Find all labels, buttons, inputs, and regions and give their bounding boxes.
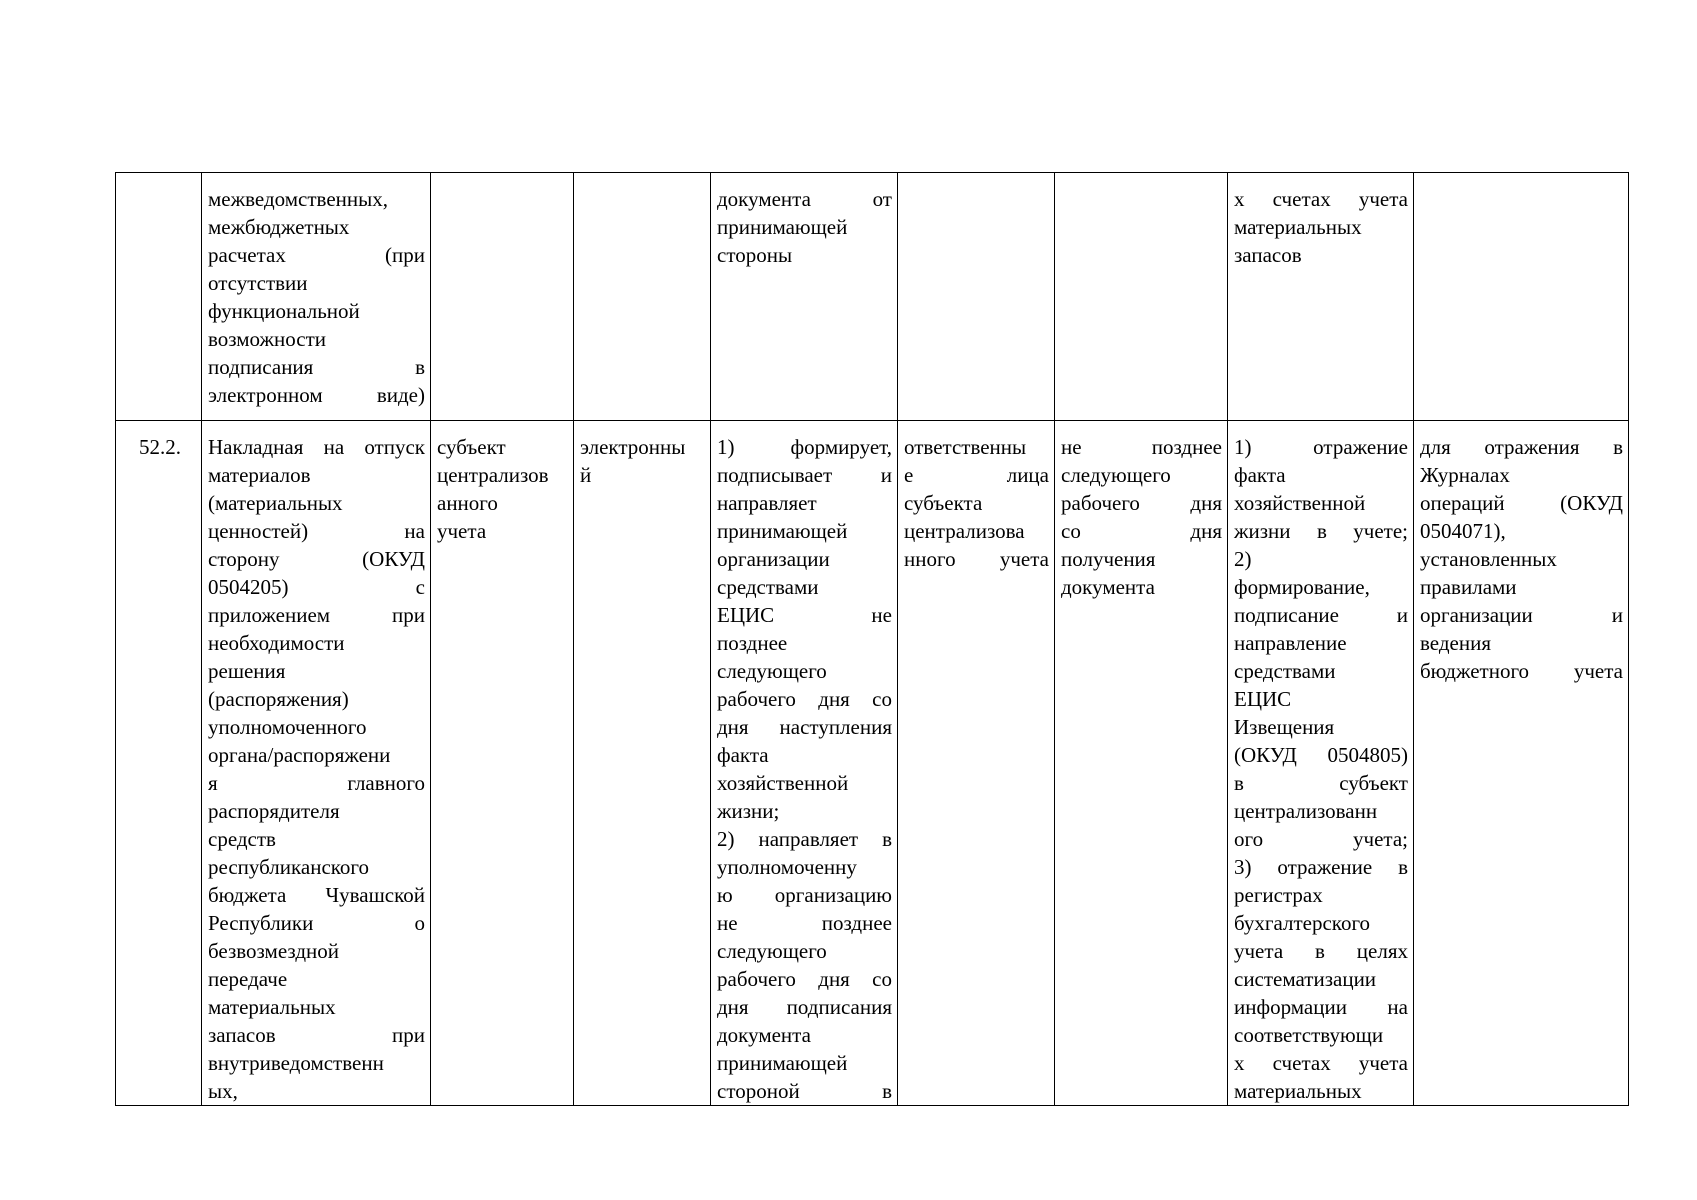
document-line: материальных <box>208 995 336 1019</box>
responsible-line: ответственны <box>904 435 1027 459</box>
document-line: органа/распоряжени <box>208 743 391 767</box>
result-line: 1) отражение <box>1234 435 1408 459</box>
note-line: бюджетного учета <box>1420 659 1623 683</box>
result-line: запасов <box>1234 243 1302 267</box>
result-line: ЕЦИС <box>1234 687 1292 711</box>
deadline-line: не позднее <box>1061 435 1222 459</box>
result-line: подписание и <box>1234 603 1408 627</box>
action-line: ЕЦИС не <box>717 603 892 627</box>
cell-creator <box>431 421 574 1106</box>
document-line: ых, <box>208 1079 238 1103</box>
note-line: 0504071), <box>1420 519 1506 543</box>
action-line: принимающей <box>717 519 848 543</box>
document-line: бюджета Чувашской <box>208 883 425 907</box>
row-number: 52.2. <box>139 435 181 459</box>
cell-note <box>1414 421 1629 1106</box>
document-line: уполномоченного <box>208 715 367 739</box>
action-line: документа от <box>717 187 892 211</box>
result-line: систематизации <box>1234 967 1377 991</box>
action-line: 2) направляет в <box>717 827 892 851</box>
cell-responsible <box>898 421 1055 1106</box>
result-line: х счетах учета <box>1234 187 1408 211</box>
creator-line: учета <box>437 519 487 543</box>
action-line: 1) формирует, <box>717 435 892 459</box>
document-line: 0504205) с <box>208 575 425 599</box>
document-line: решения <box>208 659 286 683</box>
note-line: правилами <box>1420 575 1517 599</box>
action-line: направляет <box>717 491 817 515</box>
cell-number <box>116 173 202 421</box>
cell-number <box>116 421 202 1106</box>
deadline-line: следующего <box>1061 463 1171 487</box>
cell-creator <box>431 173 574 421</box>
document-table <box>115 172 1629 1106</box>
result-line: х счетах учета <box>1234 1051 1408 1075</box>
action-line: организации <box>717 547 830 571</box>
note-line: организации и <box>1420 603 1623 627</box>
document-line: ценностей) на <box>208 519 425 543</box>
deadline-line: документа <box>1061 575 1155 599</box>
cell-action <box>711 421 898 1106</box>
action-line: не позднее <box>717 911 892 935</box>
action-line: ю организацию <box>717 883 892 907</box>
result-line: соответствующи <box>1234 1023 1384 1047</box>
result-line: средствами <box>1234 659 1336 683</box>
document-line: передаче <box>208 967 288 991</box>
document-line: материалов <box>208 463 311 487</box>
action-line: стороны <box>717 243 793 267</box>
deadline-line: со дня <box>1061 519 1222 543</box>
form-line: электронны <box>580 435 686 459</box>
action-line: факта <box>717 743 769 767</box>
table-row <box>116 173 1629 421</box>
responsible-line: е лица <box>904 463 1049 487</box>
document-line: расчетах (при <box>208 243 425 267</box>
result-line: жизни в учете; <box>1234 519 1408 543</box>
action-line: стороной в <box>717 1079 892 1103</box>
document-line: запасов при <box>208 1023 425 1047</box>
form-line: й <box>580 463 592 487</box>
table-row <box>116 421 1629 1106</box>
result-line: централизованн <box>1234 799 1378 823</box>
document-line: сторону (ОКУД <box>208 547 425 571</box>
document-line: (распоряжения) <box>208 687 349 711</box>
document-line: приложением при <box>208 603 425 627</box>
note-line: установленных <box>1420 547 1557 571</box>
action-line: следующего <box>717 939 827 963</box>
document-line: безвозмездной <box>208 939 339 963</box>
document-line: (материальных <box>208 491 343 515</box>
deadline-line: получения <box>1061 547 1156 571</box>
result-line: факта <box>1234 463 1286 487</box>
document-line: я главного <box>208 771 425 795</box>
result-line: материальных <box>1234 1079 1362 1103</box>
note-line: Журналах <box>1420 463 1510 487</box>
cell-result <box>1228 421 1414 1106</box>
action-line: подписывает и <box>717 463 892 487</box>
document-line: межведомственных, <box>208 187 388 211</box>
result-line: (ОКУД 0504805) <box>1234 743 1408 767</box>
action-line: документа <box>717 1023 811 1047</box>
cell-responsible <box>898 173 1055 421</box>
document-line: республиканского <box>208 855 369 879</box>
responsible-line: централизова <box>904 519 1025 543</box>
creator-line: централизов <box>437 463 549 487</box>
result-line: регистрах <box>1234 883 1323 907</box>
creator-line: субъект <box>437 435 506 459</box>
document-line: средств <box>208 827 276 851</box>
document-line: возможности <box>208 327 327 351</box>
action-line: хозяйственной <box>717 771 849 795</box>
document-line: электронном виде) <box>208 383 425 407</box>
action-line: принимающей <box>717 215 848 239</box>
cell-document <box>202 421 431 1106</box>
cell-form <box>574 173 711 421</box>
note-line: для отражения в <box>1420 435 1623 459</box>
result-line: материальных <box>1234 215 1362 239</box>
note-line: операций (ОКУД <box>1420 491 1623 515</box>
action-line: жизни; <box>717 799 780 823</box>
cell-deadline <box>1055 173 1228 421</box>
result-line: формирование, <box>1234 575 1370 599</box>
document-line: необходимости <box>208 631 345 655</box>
action-line: позднее <box>717 631 788 655</box>
action-line: принимающей <box>717 1051 848 1075</box>
cell-result <box>1228 173 1414 421</box>
result-line: ого учета; <box>1234 827 1408 851</box>
result-line: Извещения <box>1234 715 1335 739</box>
action-line: рабочего дня со <box>717 687 892 711</box>
cell-form <box>574 421 711 1106</box>
action-line: средствами <box>717 575 819 599</box>
action-line: рабочего дня со <box>717 967 892 991</box>
document-line: внутриведомственн <box>208 1051 384 1075</box>
cell-document <box>202 173 431 421</box>
result-line: учета в целях <box>1234 939 1408 963</box>
note-line: ведения <box>1420 631 1491 655</box>
document-line: подписания в <box>208 355 425 379</box>
action-line: дня наступления <box>717 715 892 739</box>
cell-action <box>711 173 898 421</box>
document-line: межбюджетных <box>208 215 350 239</box>
result-line: 3) отражение в <box>1234 855 1408 879</box>
creator-line: анного <box>437 491 498 515</box>
result-line: информации на <box>1234 995 1408 1019</box>
document-line: функциональной <box>208 299 360 323</box>
result-line: направление <box>1234 631 1347 655</box>
document-line: отсутствии <box>208 271 308 295</box>
action-line: следующего <box>717 659 827 683</box>
action-line: уполномоченну <box>717 855 857 879</box>
deadline-line: рабочего дня <box>1061 491 1222 515</box>
result-line: хозяйственной <box>1234 491 1366 515</box>
result-line: в субъект <box>1234 771 1408 795</box>
responsible-line: нного учета <box>904 547 1049 571</box>
document-line: Республики о <box>208 911 425 935</box>
action-line: дня подписания <box>717 995 892 1019</box>
responsible-line: субъекта <box>904 491 983 515</box>
document-line: распорядителя <box>208 799 340 823</box>
cell-deadline <box>1055 421 1228 1106</box>
cell-note <box>1414 173 1629 421</box>
result-line: бухгалтерского <box>1234 911 1371 935</box>
document-line: Накладная на отпуск <box>208 435 425 459</box>
result-line: 2) <box>1234 547 1252 571</box>
